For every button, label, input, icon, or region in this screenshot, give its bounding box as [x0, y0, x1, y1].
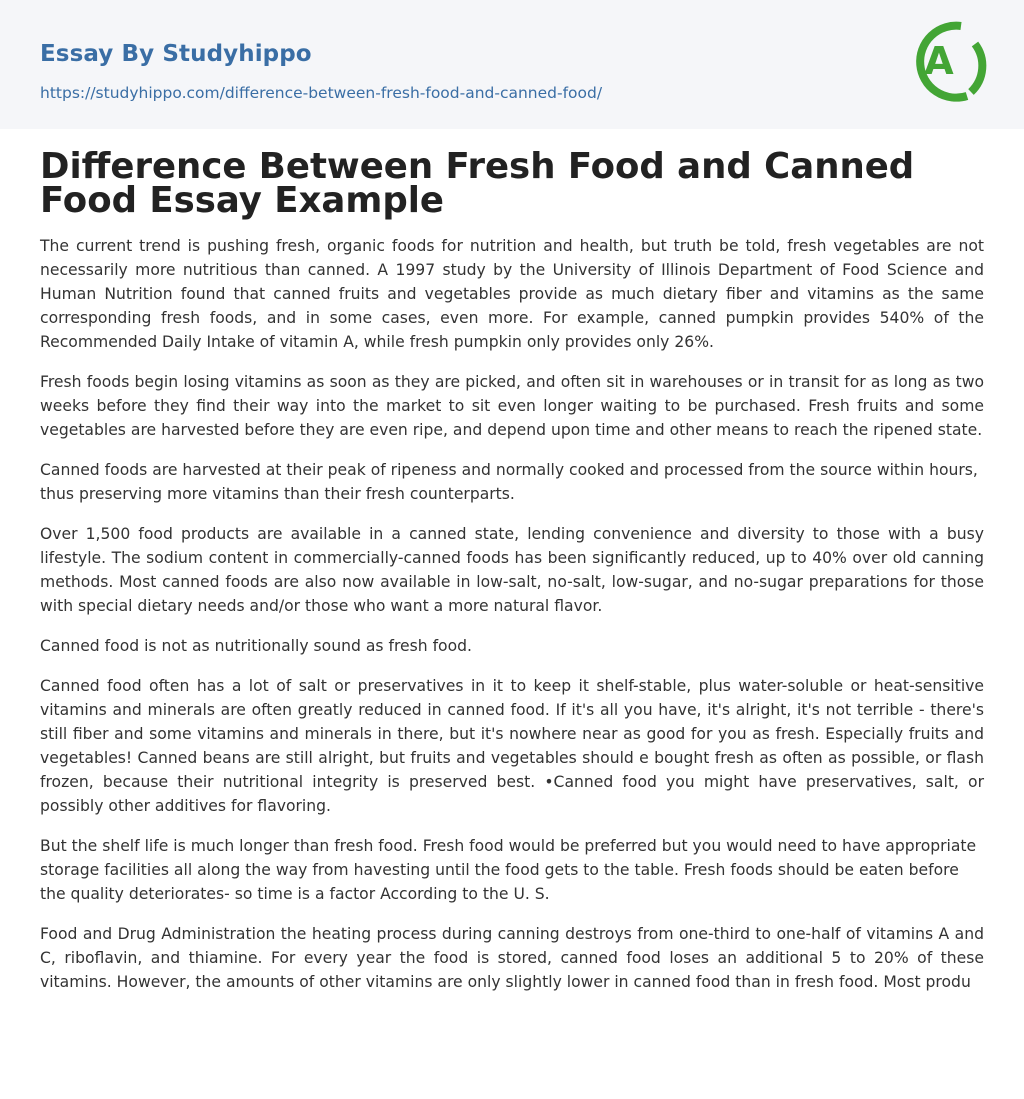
paragraph: Food and Drug Administration the heating process during canning destroys from one-third to one-half of vitamins A and C, riboflavin, and thiamine. For every year the food is stored, canned food loses an additional 5 to 20% of these vitamins. However, the amounts of other vitamins are only slightly lower in canned food than in fresh food. Most produ	[40, 925, 984, 991]
paragraph: Canned food often has a lot of salt or preservatives in it to keep it shelf-stable, plus water-soluble or heat-sensitive vitamins and minerals are often greatly reduced in canned food. If it's all you have, it's alright, it's not terrible - there's still fiber and some vitamins and minerals in there, but it's nowhere near as good for you as fresh. Especially fruits and vegetables! Canned beans are still alright, but fruits and vegetables should e bought fresh as often as possible, or flash frozen, because their nutritional integrity is preserved best. •Canned food you might have preservatives, salt, or possibly other additives for flavoring.	[40, 677, 984, 815]
source-url-link[interactable]: https://studyhippo.com/difference-between-fresh-food-and-canned-food/	[40, 84, 603, 102]
paragraph: Over 1,500 food products are available in a canned state, lending convenience and diversity to those with a busy lifestyle. The sodium content in commercially-canned foods has been significantly reduced, up to 40% over old canning methods. Most canned foods are also now available in low-salt, no-salt, low-sugar, and no-sugar preparations for those with special dietary needs and/or those who want a more natural flavor.	[40, 525, 984, 615]
paragraph: Canned foods are harvested at their peak of ripeness and normally cooked and processed from the source within hours, thus preserving more vitamins than their fresh counterparts.	[40, 461, 978, 503]
article-title: Difference Between Fresh Food and Canned Food Essay Example	[40, 146, 915, 221]
paragraph: Fresh foods begin losing vitamins as soon as they are picked, and often sit in warehouses or in transit for as long as two weeks before they find their way into the market to sit even longer waiting to be purchased. Fresh fruits and some vegetables are harvested before they are even ripe, and depend upon time and other means to reach the ripened state.	[40, 373, 984, 439]
logo-letter: A	[924, 39, 954, 83]
article-title-wrapper	[40, 146, 990, 221]
paragraph: But the shelf life is much longer than fresh food. Fresh food would be preferred but you would need to have appropriate storage facilities all along the way from havesting until the food gets to the table. Fresh foods should be eaten before the quality deteriorates- so time is a factor According to the U. S.	[40, 837, 977, 903]
paragraph: Canned food is not as nutritionally sound as fresh food.	[40, 637, 472, 655]
paragraph: The current trend is pushing fresh, organic foods for nutrition and health, but truth be told, fresh vegetables are not necessarily more nutritious than canned. A 1997 study by the University of Illinois Department of Food Science and Human Nutrition found that canned fruits and vegetables provide as much dietary fiber and vitamins as the same corresponding fresh foods, and in some cases, even more. For example, canned pumpkin provides 540% of the Recommended Daily Intake of vitamin A, while fresh pumpkin only provides only 26%.	[40, 237, 984, 351]
article-body	[40, 234, 984, 1010]
site-header	[0, 0, 1024, 129]
studyhippo-logo-icon[interactable]	[905, 18, 989, 106]
brand-title[interactable]: Essay By Studyhippo	[40, 41, 312, 67]
